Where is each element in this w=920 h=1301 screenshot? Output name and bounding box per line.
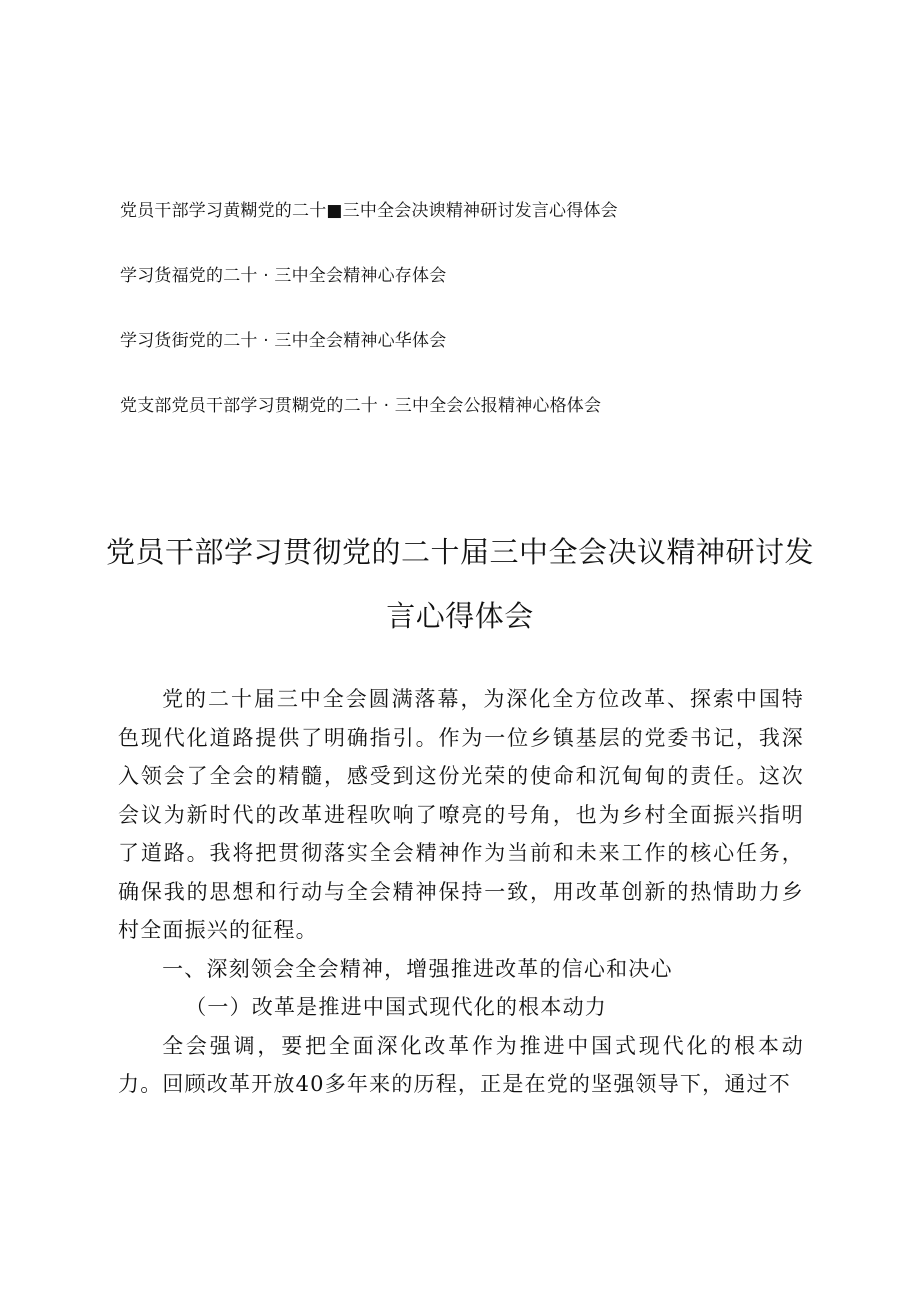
body-paragraph: 全会强调，要把全面深化改革作为推进中国式现代化的根本动力。回顾改革开放40多年来的历程，正是在党的坚强领导下，通过不 — [118, 1033, 804, 1096]
table-of-contents — [120, 196, 880, 421]
subsection-heading: （一）改革是推进中国式现代化的根本动力 — [185, 995, 607, 1019]
toc-item: 党支部党员干部学习贯糊党的二十 · 三中全会公报精神心格体会 — [120, 396, 602, 416]
section-heading: 一、深刻领会全会精神，增强推进改革的信心和决心 — [162, 956, 673, 981]
document-title — [80, 520, 840, 648]
body-paragraph: 党的二十届三中全会圆满落幕，为深化全方位改革、探索中国特色现代化道路提供了明确指引。作为一位乡镇基层的党委书记，我深入领会了全会的精髓，感受到这份光荣的使命和沉甸甸的责任。这次会议为新时代的改革进程吹响了嘹亮的号角，也为乡村全面振兴指明了道路。我将把贯彻落实全会精神作为当前和未来工作的核心任务，确保我的思想和行动与全会精神保持一致，用改革创新的热情助力乡村全面振兴的征程。 — [118, 687, 804, 942]
toc-item: 学习货福党的二十 · 三中全会精神心存体会 — [120, 266, 447, 286]
toc-item: 学习货街党的二十 · 三中全会精神心华体会 — [120, 331, 447, 351]
title-line-2: 言心得体会 — [386, 599, 534, 633]
document-body — [118, 680, 804, 1104]
toc-item: 党员干部学习黄糊党的二十■三中全会决谀精神研讨发言心得体会 — [120, 201, 618, 221]
title-line-1: 党员干部学习贯彻党的二十届三中全会决议精神研讨发 — [105, 535, 814, 569]
